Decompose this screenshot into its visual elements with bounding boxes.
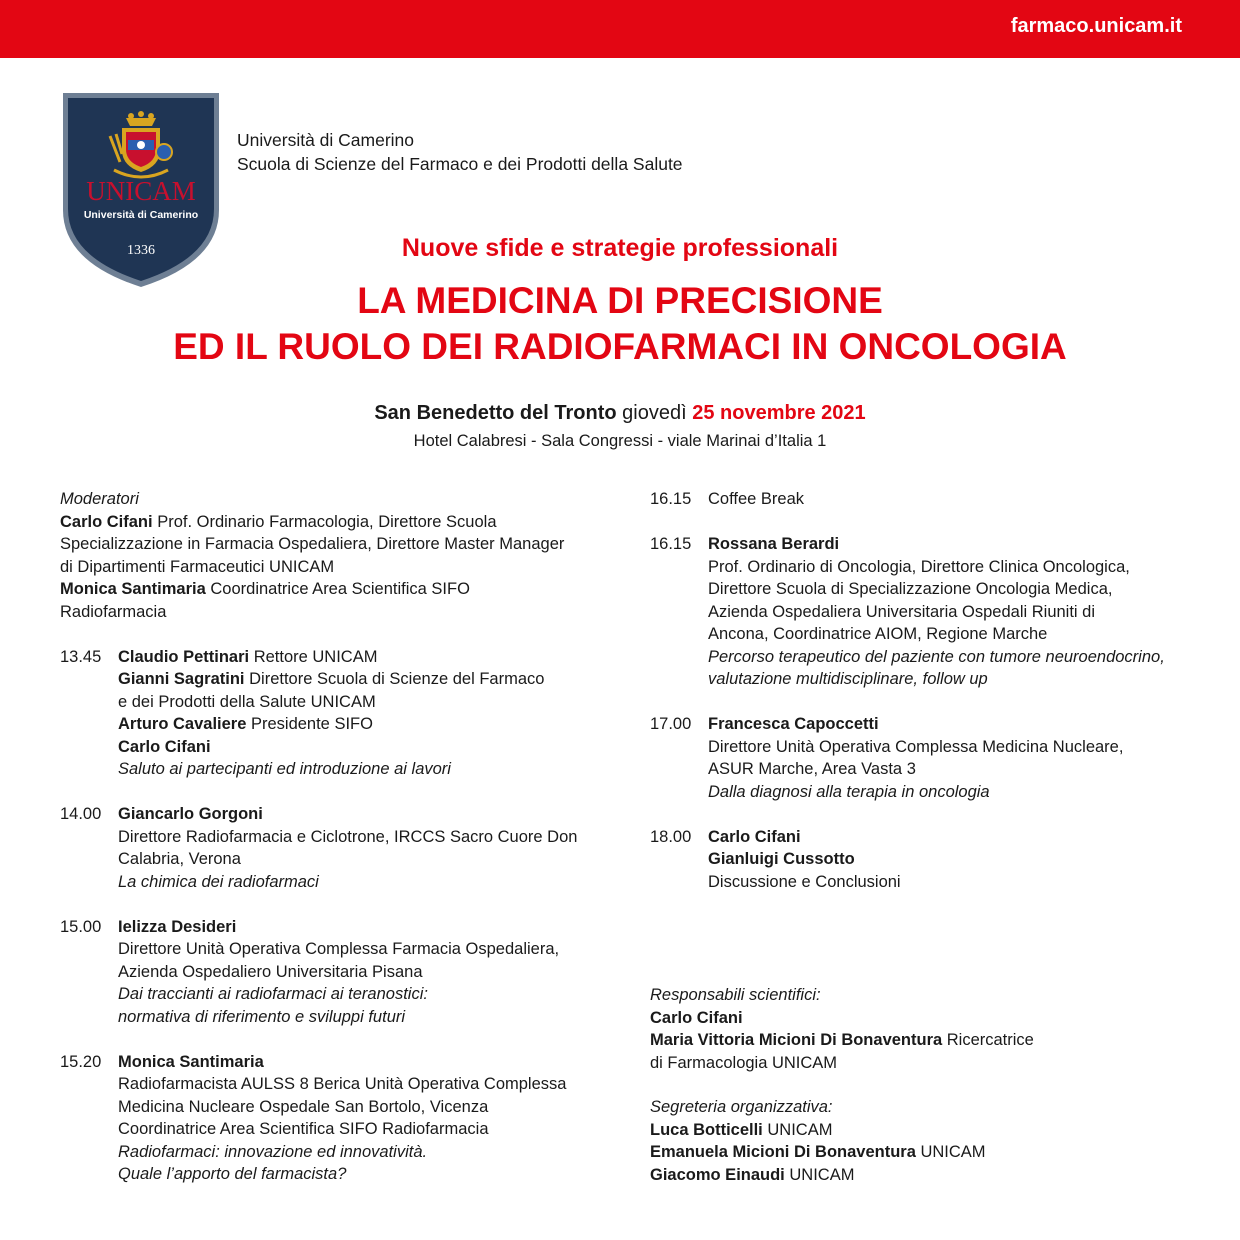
talk-topic: Radiofarmaci: innovazione ed innovatività. <box>118 1142 428 1161</box>
speaker-role-line: e dei Prodotti della Salute UNICAM <box>118 692 376 711</box>
slot-time: 15.00 <box>60 917 102 936</box>
program-slot <box>650 488 1210 511</box>
committee-name: Carlo Cifani <box>650 1008 743 1027</box>
event-title-line-1: LA MEDICINA DI PRECISIONE <box>357 280 883 321</box>
speaker-role-line: Medicina Nucleare Ospedale San Bortolo, Vicenza <box>118 1097 489 1116</box>
scientific-committee <box>650 984 1210 1074</box>
speaker-name: Gianluigi Cussotto <box>708 850 855 868</box>
speaker-name: Francesca Capoccetti <box>708 715 879 733</box>
speaker-name: Ielizza Desideri <box>118 917 237 936</box>
secretariat-org: UNICAM <box>784 1165 855 1184</box>
speaker-name: Carlo Cifani <box>118 737 211 756</box>
speaker-role-line: Direttore Radiofarmacia e Ciclotrone, IRCCS Sacro Cuore Don <box>118 827 578 846</box>
speaker-role-line: Prof. Ordinario di Oncologia, Direttore Clinica Oncologica, <box>708 557 1130 576</box>
slot-body <box>118 646 620 781</box>
slot-time: 15.20 <box>60 1052 102 1071</box>
speaker-name: Rossana Berardi <box>708 535 840 553</box>
speaker-role-line: Direttore Unità Operativa Complessa Medicina Nucleare, <box>708 737 1124 756</box>
committee-name: Maria Vittoria Micioni Di Bonaventura <box>650 1031 943 1049</box>
event-venue: Hotel Calabresi - Sala Congressi - viale Marinai d’Italia 1 <box>413 432 827 450</box>
speaker-role: Direttore Scuola di Scienze del Farmaco <box>244 670 545 688</box>
program-slot <box>60 646 620 781</box>
slot-time: 16.15 <box>650 535 692 553</box>
slot-body <box>118 1051 620 1186</box>
moderator-role-line: di Dipartimenti Farmaceutici UNICAM <box>60 557 335 576</box>
slot-body <box>118 916 620 1029</box>
speaker-name: Giancarlo Gorgoni <box>118 805 263 823</box>
talk-topic: La chimica dei radiofarmaci <box>118 872 319 891</box>
program-slot <box>650 826 1210 894</box>
slot-body <box>708 533 1210 691</box>
speaker-role-line: Direttore Scuola di Specializzazione Oncologia Medica, <box>708 580 1113 598</box>
moderator-role: Prof. Ordinario Farmacologia, Direttore Scuola <box>152 512 497 531</box>
secretariat-name: Giacomo Einaudi <box>650 1165 785 1184</box>
top-banner <box>0 0 1240 58</box>
program-slot <box>60 803 620 893</box>
program-slot <box>60 1051 620 1186</box>
logo-university: Università di Camerino <box>83 209 199 221</box>
moderator-line <box>60 511 620 534</box>
program-slot <box>650 713 1210 803</box>
speaker-name: Carlo Cifani <box>708 827 801 846</box>
program-slot <box>60 916 620 1029</box>
speaker-role-line: Azienda Ospedaliero Universitaria Pisana <box>118 962 423 981</box>
institution-block <box>237 128 683 176</box>
slot-time: 16.15 <box>650 490 692 508</box>
moderators-heading: Moderatori <box>60 490 139 508</box>
slot-time: 18.00 <box>650 827 692 846</box>
moderators-block <box>60 488 620 623</box>
speaker-role-line: Ancona, Coordinatrice AIOM, Regione Marche <box>708 625 1048 643</box>
secretariat-org: UNICAM <box>762 1120 833 1139</box>
speaker-role: Presidente SIFO <box>246 715 373 733</box>
event-title <box>0 278 1240 370</box>
speaker-role-line: Radiofarmacista AULSS 8 Berica Unità Operativa Complessa <box>118 1075 567 1093</box>
talk-topic: Dalla diagnosi alla terapia in oncologia <box>708 782 990 801</box>
speaker-name: Arturo Cavaliere <box>118 715 247 733</box>
speaker-role-line: ASUR Marche, Area Vasta 3 <box>708 760 916 778</box>
talk-topic: valutazione multidisciplinare, follow up <box>708 670 988 688</box>
closing-label: Discussione e Conclusioni <box>708 872 901 891</box>
coffee-break-label: Coffee Break <box>708 490 805 508</box>
moderator-role-line: Radiofarmacia <box>60 602 167 621</box>
institution-school: Scuola di Scienze del Farmaco e dei Prodotti della Salute <box>237 154 683 174</box>
speaker-name: Monica Santimaria <box>118 1052 264 1071</box>
speaker-role-line: Azienda Ospedaliera Universitaria Ospedali Riuniti di <box>708 602 1096 621</box>
talk-topic: normativa di riferimento e sviluppi futuri <box>118 1007 406 1026</box>
talk-topic: Saluto ai partecipanti ed introduzione ai lavori <box>118 760 451 778</box>
moderator-name: Carlo Cifani <box>60 512 153 531</box>
secretariat-name: Luca Botticelli <box>650 1120 763 1139</box>
speaker-name: Claudio Pettinari <box>118 647 250 666</box>
event-subtitle: Nuove sfide e strategie professionali <box>401 234 839 262</box>
moderator-role: Coordinatrice Area Scientifica SIFO <box>205 580 470 598</box>
committee-role: Ricercatrice <box>942 1031 1034 1049</box>
talk-topic: Percorso terapeutico del paziente con tumore neuroendocrino, <box>708 647 1165 666</box>
talk-topic: Quale l’apporto del farmacista? <box>118 1165 347 1183</box>
slot-time: 13.45 <box>60 647 102 666</box>
secretariat-heading: Segreteria organizzativa: <box>650 1098 833 1116</box>
logo-year: 1336 <box>127 243 155 258</box>
speaker-name: Gianni Sagratini <box>118 670 245 688</box>
site-url[interactable]: farmaco.unicam.it <box>1010 15 1182 37</box>
moderator-name: Monica Santimaria <box>60 580 206 598</box>
program-right-column <box>650 488 1210 893</box>
event-dateline <box>0 402 1240 425</box>
slot-body <box>708 826 1210 894</box>
speaker-role: Rettore UNICAM <box>249 647 378 666</box>
program-left-column <box>60 488 620 1186</box>
slot-body <box>118 803 620 893</box>
secretariat-org: UNICAM <box>915 1143 986 1161</box>
organizing-secretariat <box>650 1096 1210 1186</box>
logo-name: UNICAM <box>86 176 196 206</box>
event-date: 25 novembre 2021 <box>692 402 866 424</box>
moderator-line <box>60 578 620 601</box>
institution-name: Università di Camerino <box>237 130 415 150</box>
secretariat-name: Emanuela Micioni Di Bonaventura <box>650 1143 916 1161</box>
event-weekday: giovedì <box>622 402 687 424</box>
slot-body <box>708 713 1210 803</box>
talk-topic: Dai traccianti ai radiofarmaci ai teranostici: <box>118 985 428 1003</box>
event-title-line-2: ED IL RUOLO DEI RADIOFARMACI IN ONCOLOGIA <box>173 326 1067 367</box>
speaker-role-line: Calabria, Verona <box>118 850 241 868</box>
slot-time: 14.00 <box>60 805 102 823</box>
event-place: San Benedetto del Tronto <box>374 402 617 424</box>
speaker-role-line: Direttore Unità Operativa Complessa Farmacia Ospedaliera, <box>118 940 560 958</box>
committee-role-line: di Farmacologia UNICAM <box>650 1053 838 1072</box>
speaker-role-line: Coordinatrice Area Scientifica SIFO Radiofarmacia <box>118 1120 489 1138</box>
scientific-heading: Responsabili scientifici: <box>650 986 821 1004</box>
slot-time: 17.00 <box>650 715 692 733</box>
moderator-role-line: Specializzazione in Farmacia Ospedaliera, Direttore Master Manager <box>60 535 565 553</box>
program-slot <box>650 533 1210 691</box>
